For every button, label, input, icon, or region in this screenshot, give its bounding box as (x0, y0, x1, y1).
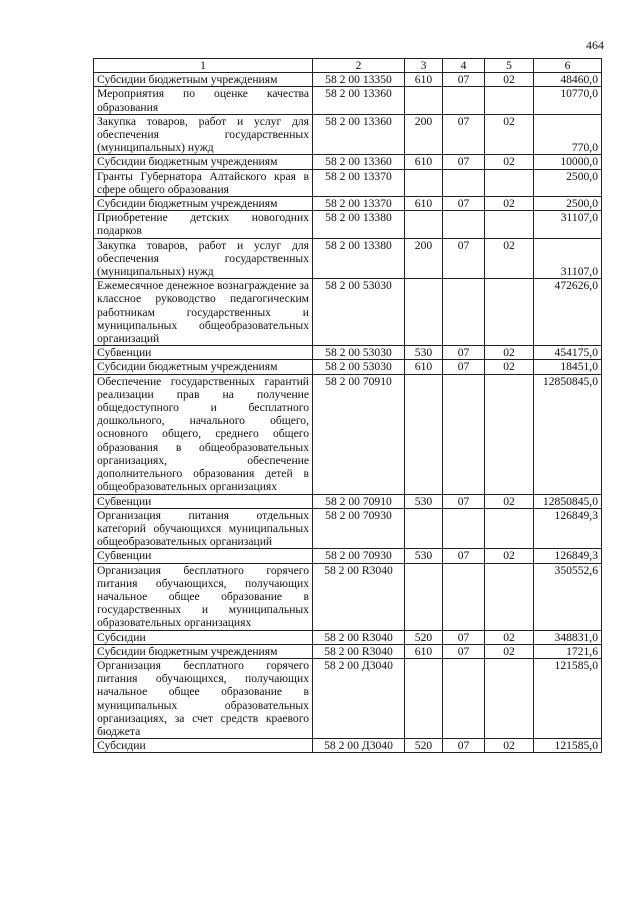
row-name-cell: Ежемесячное денежное вознаграждение за классное руководство педагогическим работникам государственных и муниципальных общеобразовательных организаций (94, 279, 313, 346)
row-col5-cell (485, 279, 534, 346)
row-code-cell: 58 2 00 53030 (313, 279, 405, 346)
table-row (94, 155, 602, 169)
row-col4-cell: 07 (443, 644, 485, 658)
header-col-3: 3 (405, 59, 443, 73)
row-col5-cell: 02 (485, 360, 534, 374)
row-sum-cell: 12850845,0 (534, 374, 602, 494)
row-col3-cell (405, 374, 443, 494)
row-col3-cell (405, 169, 443, 196)
row-code-cell: 58 2 00 R3040 (313, 630, 405, 644)
row-col4-cell: 07 (443, 114, 485, 155)
row-code-cell: 58 2 00 70930 (313, 508, 405, 549)
row-sum-cell: 10000,0 (534, 155, 602, 169)
row-col3-cell (405, 563, 443, 630)
table-row (94, 73, 602, 87)
row-col4-cell (443, 658, 485, 738)
row-sum-cell: 348831,0 (534, 630, 602, 644)
row-code-cell: 58 2 00 R3040 (313, 644, 405, 658)
row-code-cell: 58 2 00 70930 (313, 549, 405, 563)
row-col5-cell (485, 211, 534, 238)
row-col3-cell: 530 (405, 494, 443, 508)
row-code-cell: 58 2 00 Д3040 (313, 658, 405, 738)
row-code-cell: 58 2 00 13360 (313, 114, 405, 155)
row-name-cell: Субсидии (94, 739, 313, 753)
row-col4-cell: 07 (443, 197, 485, 211)
row-col3-cell: 610 (405, 73, 443, 87)
row-col4-cell: 07 (443, 494, 485, 508)
row-sum-cell: 121585,0 (534, 739, 602, 753)
table-row (94, 549, 602, 563)
table-row (94, 739, 602, 753)
row-code-cell: 58 2 00 Д3040 (313, 739, 405, 753)
row-col4-cell (443, 211, 485, 238)
row-sum-cell: 12850845,0 (534, 494, 602, 508)
row-sum-cell: 48460,0 (534, 73, 602, 87)
row-code-cell: 58 2 00 13380 (313, 238, 405, 279)
row-col3-cell: 200 (405, 238, 443, 279)
table-body (94, 73, 602, 753)
row-col4-cell: 07 (443, 238, 485, 279)
row-col5-cell (485, 658, 534, 738)
row-col5-cell: 02 (485, 630, 534, 644)
row-sum-cell: 31107,0 (534, 211, 602, 238)
row-col3-cell (405, 279, 443, 346)
table-row (94, 169, 602, 196)
row-col4-cell (443, 87, 485, 114)
row-sum-cell: 770,0 (534, 114, 602, 155)
row-code-cell: 58 2 00 R3040 (313, 563, 405, 630)
row-code-cell: 58 2 00 70910 (313, 374, 405, 494)
row-code-cell: 58 2 00 53030 (313, 360, 405, 374)
row-col3-cell: 530 (405, 549, 443, 563)
row-col3-cell (405, 211, 443, 238)
row-code-cell: 58 2 00 53030 (313, 346, 405, 360)
row-col3-cell: 200 (405, 114, 443, 155)
table-row (94, 346, 602, 360)
row-col3-cell (405, 87, 443, 114)
row-col3-cell (405, 658, 443, 738)
row-col4-cell: 07 (443, 739, 485, 753)
row-name-cell: Субсидии бюджетным учреждениям (94, 360, 313, 374)
row-name-cell: Субсидии бюджетным учреждениям (94, 73, 313, 87)
row-name-cell: Организация бесплатного горячего питания обучающихся, получающих начальное общее образование в муниципальных образовательных организациях, за счет средств краевого бюджета (94, 658, 313, 738)
row-sum-cell: 18451,0 (534, 360, 602, 374)
header-col-6: 6 (534, 59, 602, 73)
row-col4-cell (443, 563, 485, 630)
row-col4-cell: 07 (443, 155, 485, 169)
row-sum-cell: 121585,0 (534, 658, 602, 738)
row-col5-cell (485, 563, 534, 630)
row-col5-cell: 02 (485, 155, 534, 169)
row-col5-cell: 02 (485, 197, 534, 211)
row-code-cell: 58 2 00 13350 (313, 73, 405, 87)
table-row (94, 508, 602, 549)
table-row (94, 360, 602, 374)
table-row (94, 644, 602, 658)
row-col5-cell: 02 (485, 644, 534, 658)
row-sum-cell: 2500,0 (534, 197, 602, 211)
row-code-cell: 58 2 00 13360 (313, 155, 405, 169)
row-col5-cell (485, 87, 534, 114)
row-col5-cell (485, 169, 534, 196)
header-col-5: 5 (485, 59, 534, 73)
row-name-cell: Гранты Губернатора Алтайского края в сфере общего образования (94, 169, 313, 196)
row-col5-cell: 02 (485, 238, 534, 279)
row-sum-cell: 126849,3 (534, 508, 602, 549)
row-name-cell: Субсидии (94, 630, 313, 644)
header-col-1: 1 (94, 59, 313, 73)
row-col4-cell: 07 (443, 549, 485, 563)
table-row (94, 374, 602, 494)
row-sum-cell: 454175,0 (534, 346, 602, 360)
row-col3-cell: 610 (405, 155, 443, 169)
row-col5-cell: 02 (485, 114, 534, 155)
row-col5-cell (485, 374, 534, 494)
row-sum-cell: 472626,0 (534, 279, 602, 346)
row-sum-cell: 126849,3 (534, 549, 602, 563)
row-col3-cell: 520 (405, 630, 443, 644)
table-row (94, 87, 602, 114)
row-col3-cell: 610 (405, 197, 443, 211)
row-col3-cell: 610 (405, 360, 443, 374)
header-col-2: 2 (313, 59, 405, 73)
header-col-4: 4 (443, 59, 485, 73)
table-header (94, 59, 602, 73)
page-number: 464 (586, 38, 604, 52)
table-row (94, 494, 602, 508)
row-name-cell: Субвенции (94, 549, 313, 563)
row-name-cell: Организация бесплатного горячего питания обучающихся, получающих начальное общее образование в государственных и муниципальных образовательных организациях (94, 563, 313, 630)
row-name-cell: Субсидии бюджетным учреждениям (94, 197, 313, 211)
row-name-cell: Организация питания отдельных категорий обучающихся муниципальных общеобразовательных организаций (94, 508, 313, 549)
row-code-cell: 58 2 00 13380 (313, 211, 405, 238)
row-col3-cell: 610 (405, 644, 443, 658)
row-name-cell: Субсидии бюджетным учреждениям (94, 155, 313, 169)
row-col5-cell: 02 (485, 549, 534, 563)
table-row (94, 211, 602, 238)
row-col5-cell: 02 (485, 739, 534, 753)
row-col4-cell (443, 508, 485, 549)
table-row (94, 114, 602, 155)
row-col3-cell: 530 (405, 346, 443, 360)
row-name-cell: Закупка товаров, работ и услуг для обеспечения государственных (муниципальных) нужд (94, 114, 313, 155)
row-sum-cell: 2500,0 (534, 169, 602, 196)
row-col4-cell: 07 (443, 630, 485, 644)
table-row (94, 197, 602, 211)
row-code-cell: 58 2 00 13370 (313, 169, 405, 196)
row-col4-cell: 07 (443, 346, 485, 360)
row-name-cell: Субвенции (94, 494, 313, 508)
header-row (94, 59, 602, 73)
row-col5-cell: 02 (485, 346, 534, 360)
row-col3-cell (405, 508, 443, 549)
row-col4-cell (443, 374, 485, 494)
row-col5-cell: 02 (485, 73, 534, 87)
row-col4-cell (443, 279, 485, 346)
row-col4-cell: 07 (443, 73, 485, 87)
row-sum-cell: 1721,6 (534, 644, 602, 658)
row-sum-cell: 350552,6 (534, 563, 602, 630)
row-name-cell: Закупка товаров, работ и услуг для обеспечения государственных (муниципальных) нужд (94, 238, 313, 279)
row-name-cell: Субсидии бюджетным учреждениям (94, 644, 313, 658)
row-name-cell: Приобретение детских новогодних подарков (94, 211, 313, 238)
row-sum-cell: 31107,0 (534, 238, 602, 279)
row-sum-cell: 10770,0 (534, 87, 602, 114)
row-name-cell: Обеспечение государственных гарантий реализации прав на получение общедоступного и бесплатного дошкольного, начального общего, основного общего, среднего общего образования в общеобразовательных организациях, обеспечение дополнительного образования детей в общеобразовательных организациях (94, 374, 313, 494)
table-row (94, 658, 602, 738)
row-col3-cell: 520 (405, 739, 443, 753)
table-row (94, 238, 602, 279)
row-col5-cell: 02 (485, 494, 534, 508)
row-code-cell: 58 2 00 70910 (313, 494, 405, 508)
table-row (94, 563, 602, 630)
row-col4-cell (443, 169, 485, 196)
row-col5-cell (485, 508, 534, 549)
table-row (94, 279, 602, 346)
row-code-cell: 58 2 00 13370 (313, 197, 405, 211)
budget-table (93, 58, 602, 753)
table-row (94, 630, 602, 644)
row-name-cell: Мероприятия по оценке качества образования (94, 87, 313, 114)
row-col4-cell: 07 (443, 360, 485, 374)
row-name-cell: Субвенции (94, 346, 313, 360)
row-code-cell: 58 2 00 13360 (313, 87, 405, 114)
